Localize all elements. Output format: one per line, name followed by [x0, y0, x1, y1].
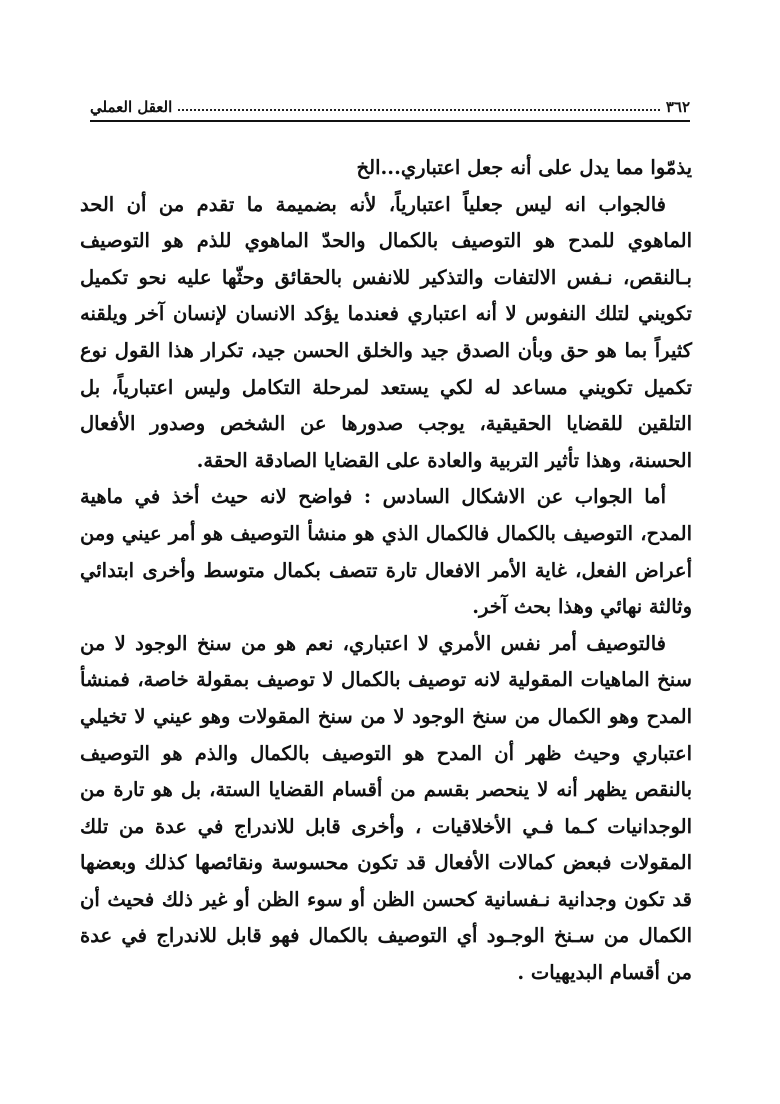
running-header: [90, 90, 690, 116]
paragraph-sixth-objection: أما الجواب عن الاشكال السادس : فواضح لانه حيث أخذ في ماهية المدح، التوصيف بالكمال فالكمال الذي هو منشأ التوصيف هو أمر عيني ومن أعراض الفعل، غاية الأمر الافعال تارة تتصف بكمال متوسط وأخرى ابتدائي وثالثة نهائي وهذا بحث آخر.: [80, 485, 692, 619]
header-rule: [90, 120, 690, 122]
page-number: ٣٦٢: [665, 98, 690, 116]
paragraph-continuation: يذمّوا مما يدل على أنه جعل اعتباري...الخ: [356, 156, 692, 179]
header-leader-dots: [178, 109, 660, 111]
paragraph-answer: فالجواب انه ليس جعلياً اعتبارياً، لأنه بضميمة ما تقدم من أن الحد الماهوي للمدح هو التوصيف بالكمال والحدّ الماهوي للذم هو التوصيف بـالنقص، نـفس الالتفات والتذكير للانفس بالحقائق وحثّها عليه نحو تكميل تكويني لتلك النفوس لا أنه اعتباري فعندما يؤكد الانسان لإنسان آخر ويلقنه كثيراً بما هو حق وبأن الصدق جيد والخلق الحسن جيد، تكرار هذا القول نوع تكميل تكويني مساعد له لكي يستعد لمرحلة التكامل وليس اعتبارياً، بل التلقين للقضايا الحقيقية، يوجب صدورها عن الشخص وصدور الأفعال الحسنة، وهذا تأثير التربية والعادة على القضايا الصادقة الحقة.: [80, 192, 692, 472]
body-text: [80, 150, 692, 992]
paragraph-description: فالتوصيف أمر نفس الأمري لا اعتباري، نعم هو من سنخ الوجود لا من سنخ الماهيات المقولية لانه توصيف بالكمال لا توصيف بمقولة خاصة، فمنشأ المدح وهو الكمال من سنخ الوجود لا من سنخ المقولات وهو عيني لا تخيلي اعتباري وحيث ظهر أن المدح هو التوصيف بالكمال والذم هو التوصيف بالنقص يظهر أنه لا ينحصر بقسم من أقسام القضايا الستة، بل هو تارة من الوجدانيات كـما فـي الأخلاقيات ، وأخرى قابل للاندراج في عدة من تلك المقولات فبعض كمالات الأفعال قد تكون محسوسة ونقائصها كذلك وبعضها قد تكون وجدانية نـفسانية كحسن الظن أو سوء الظن أو غير ذلك فحيث أن الكمال من سـنخ الوجـود أي التوصيف بالكمال فهو قابل للاندراج في عدة من أقسام البديهيات .: [80, 631, 692, 985]
running-title: العقل العملي: [90, 98, 173, 116]
